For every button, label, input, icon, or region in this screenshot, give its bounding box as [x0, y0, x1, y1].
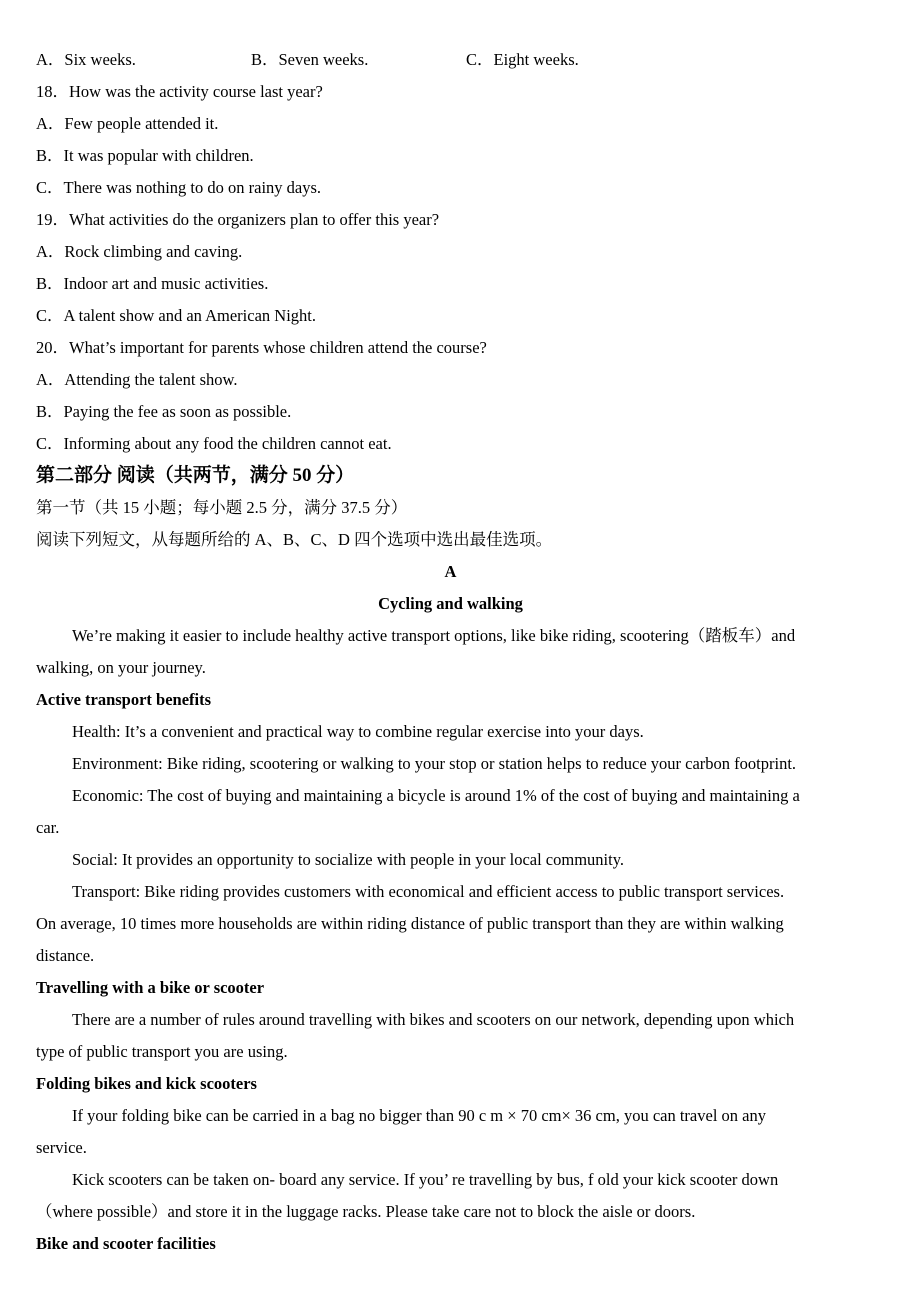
travelling-line-2: type of public transport you are using.: [36, 1042, 288, 1061]
folding-heading: Folding bikes and kick scooters: [36, 1074, 257, 1093]
question-20: 20．What’s important for parents whose children attend the course?: [36, 338, 487, 357]
q20-option-b: B．Paying the fee as soon as possible.: [36, 402, 292, 421]
folding-line-2: service.: [36, 1138, 87, 1157]
q19-option-b: B．Indoor art and music activities.: [36, 274, 269, 293]
folding-line-1: If your folding bike can be carried in a bag no bigger than 90 c m × 70 cm× 36 cm, you can travel on any: [72, 1106, 766, 1125]
q17-options-row: [36, 44, 865, 76]
benefit-economic-line-1: Economic: The cost of buying and maintaining a bicycle is around 1% of the cost of buying and maintaining a: [72, 786, 800, 805]
benefit-health: Health: It’s a convenient and practical way to combine regular exercise into your days.: [72, 722, 644, 741]
passage-intro-line-2: walking, on your journey.: [36, 658, 206, 677]
passage-label: A: [444, 562, 457, 581]
part2-instruction: 阅读下列短文，从每题所给的 A、B、C、D 四个选项中选出最佳选项。: [36, 530, 553, 549]
q18-option-c: C．There was nothing to do on rainy days.: [36, 178, 322, 197]
benefit-social: Social: It provides an opportunity to socialize with people in your local community.: [72, 850, 625, 869]
benefit-transport-line-1: Transport: Bike riding provides customers with economical and efficient access to public transport services.: [72, 882, 785, 901]
facilities-heading: Bike and scooter facilities: [36, 1234, 216, 1253]
passage-intro-line-1: We’re making it easier to include healthy active transport options, like bike riding, scootering（踏板车）and: [72, 626, 796, 645]
travelling-line-1: There are a number of rules around travelling with bikes and scooters on our network, depending upon which: [72, 1010, 795, 1029]
part2-section1-header: 第一节（共 15 小题；每小题 2.5 分，满分 37.5 分）: [36, 498, 408, 517]
question-18: 18．How was the activity course last year?: [36, 82, 323, 101]
travelling-heading: Travelling with a bike or scooter: [36, 978, 265, 997]
q19-option-a: A．Rock climbing and caving.: [36, 242, 243, 261]
q18-option-b: B．It was popular with children.: [36, 146, 254, 165]
benefit-transport-line-3: distance.: [36, 946, 95, 965]
question-19: 19．What activities do the organizers plan to offer this year?: [36, 210, 440, 229]
benefit-transport-line-2: On average, 10 times more households are within riding distance of public transport than they are within walking: [36, 914, 784, 933]
q17-option-b: B．Seven weeks.: [251, 50, 369, 69]
kick-scooter-line-2: （where possible）and store it in the luggage racks. Please take care not to block the aisle or doors.: [36, 1202, 696, 1221]
benefits-heading: Active transport benefits: [36, 690, 212, 709]
q17-option-c: C．Eight weeks.: [466, 50, 579, 69]
q20-option-a: A．Attending the talent show.: [36, 370, 238, 389]
benefit-environment: Environment: Bike riding, scootering or walking to your stop or station helps to reduce your carbon footprint.: [72, 754, 797, 773]
kick-scooter-line-1: Kick scooters can be taken on- board any service. If you’ re travelling by bus, f old your kick scooter down: [72, 1170, 779, 1189]
passage-title: Cycling and walking: [378, 594, 523, 613]
part2-header: 第二部分 阅读（共两节，满分 50 分）: [36, 465, 355, 486]
q19-option-c: C．A talent show and an American Night.: [36, 306, 316, 325]
q20-option-c: C．Informing about any food the children cannot eat.: [36, 434, 392, 453]
benefit-economic-line-2: car.: [36, 818, 60, 837]
q18-option-a: A．Few people attended it.: [36, 114, 219, 133]
q17-option-a: A．Six weeks.: [36, 50, 136, 69]
